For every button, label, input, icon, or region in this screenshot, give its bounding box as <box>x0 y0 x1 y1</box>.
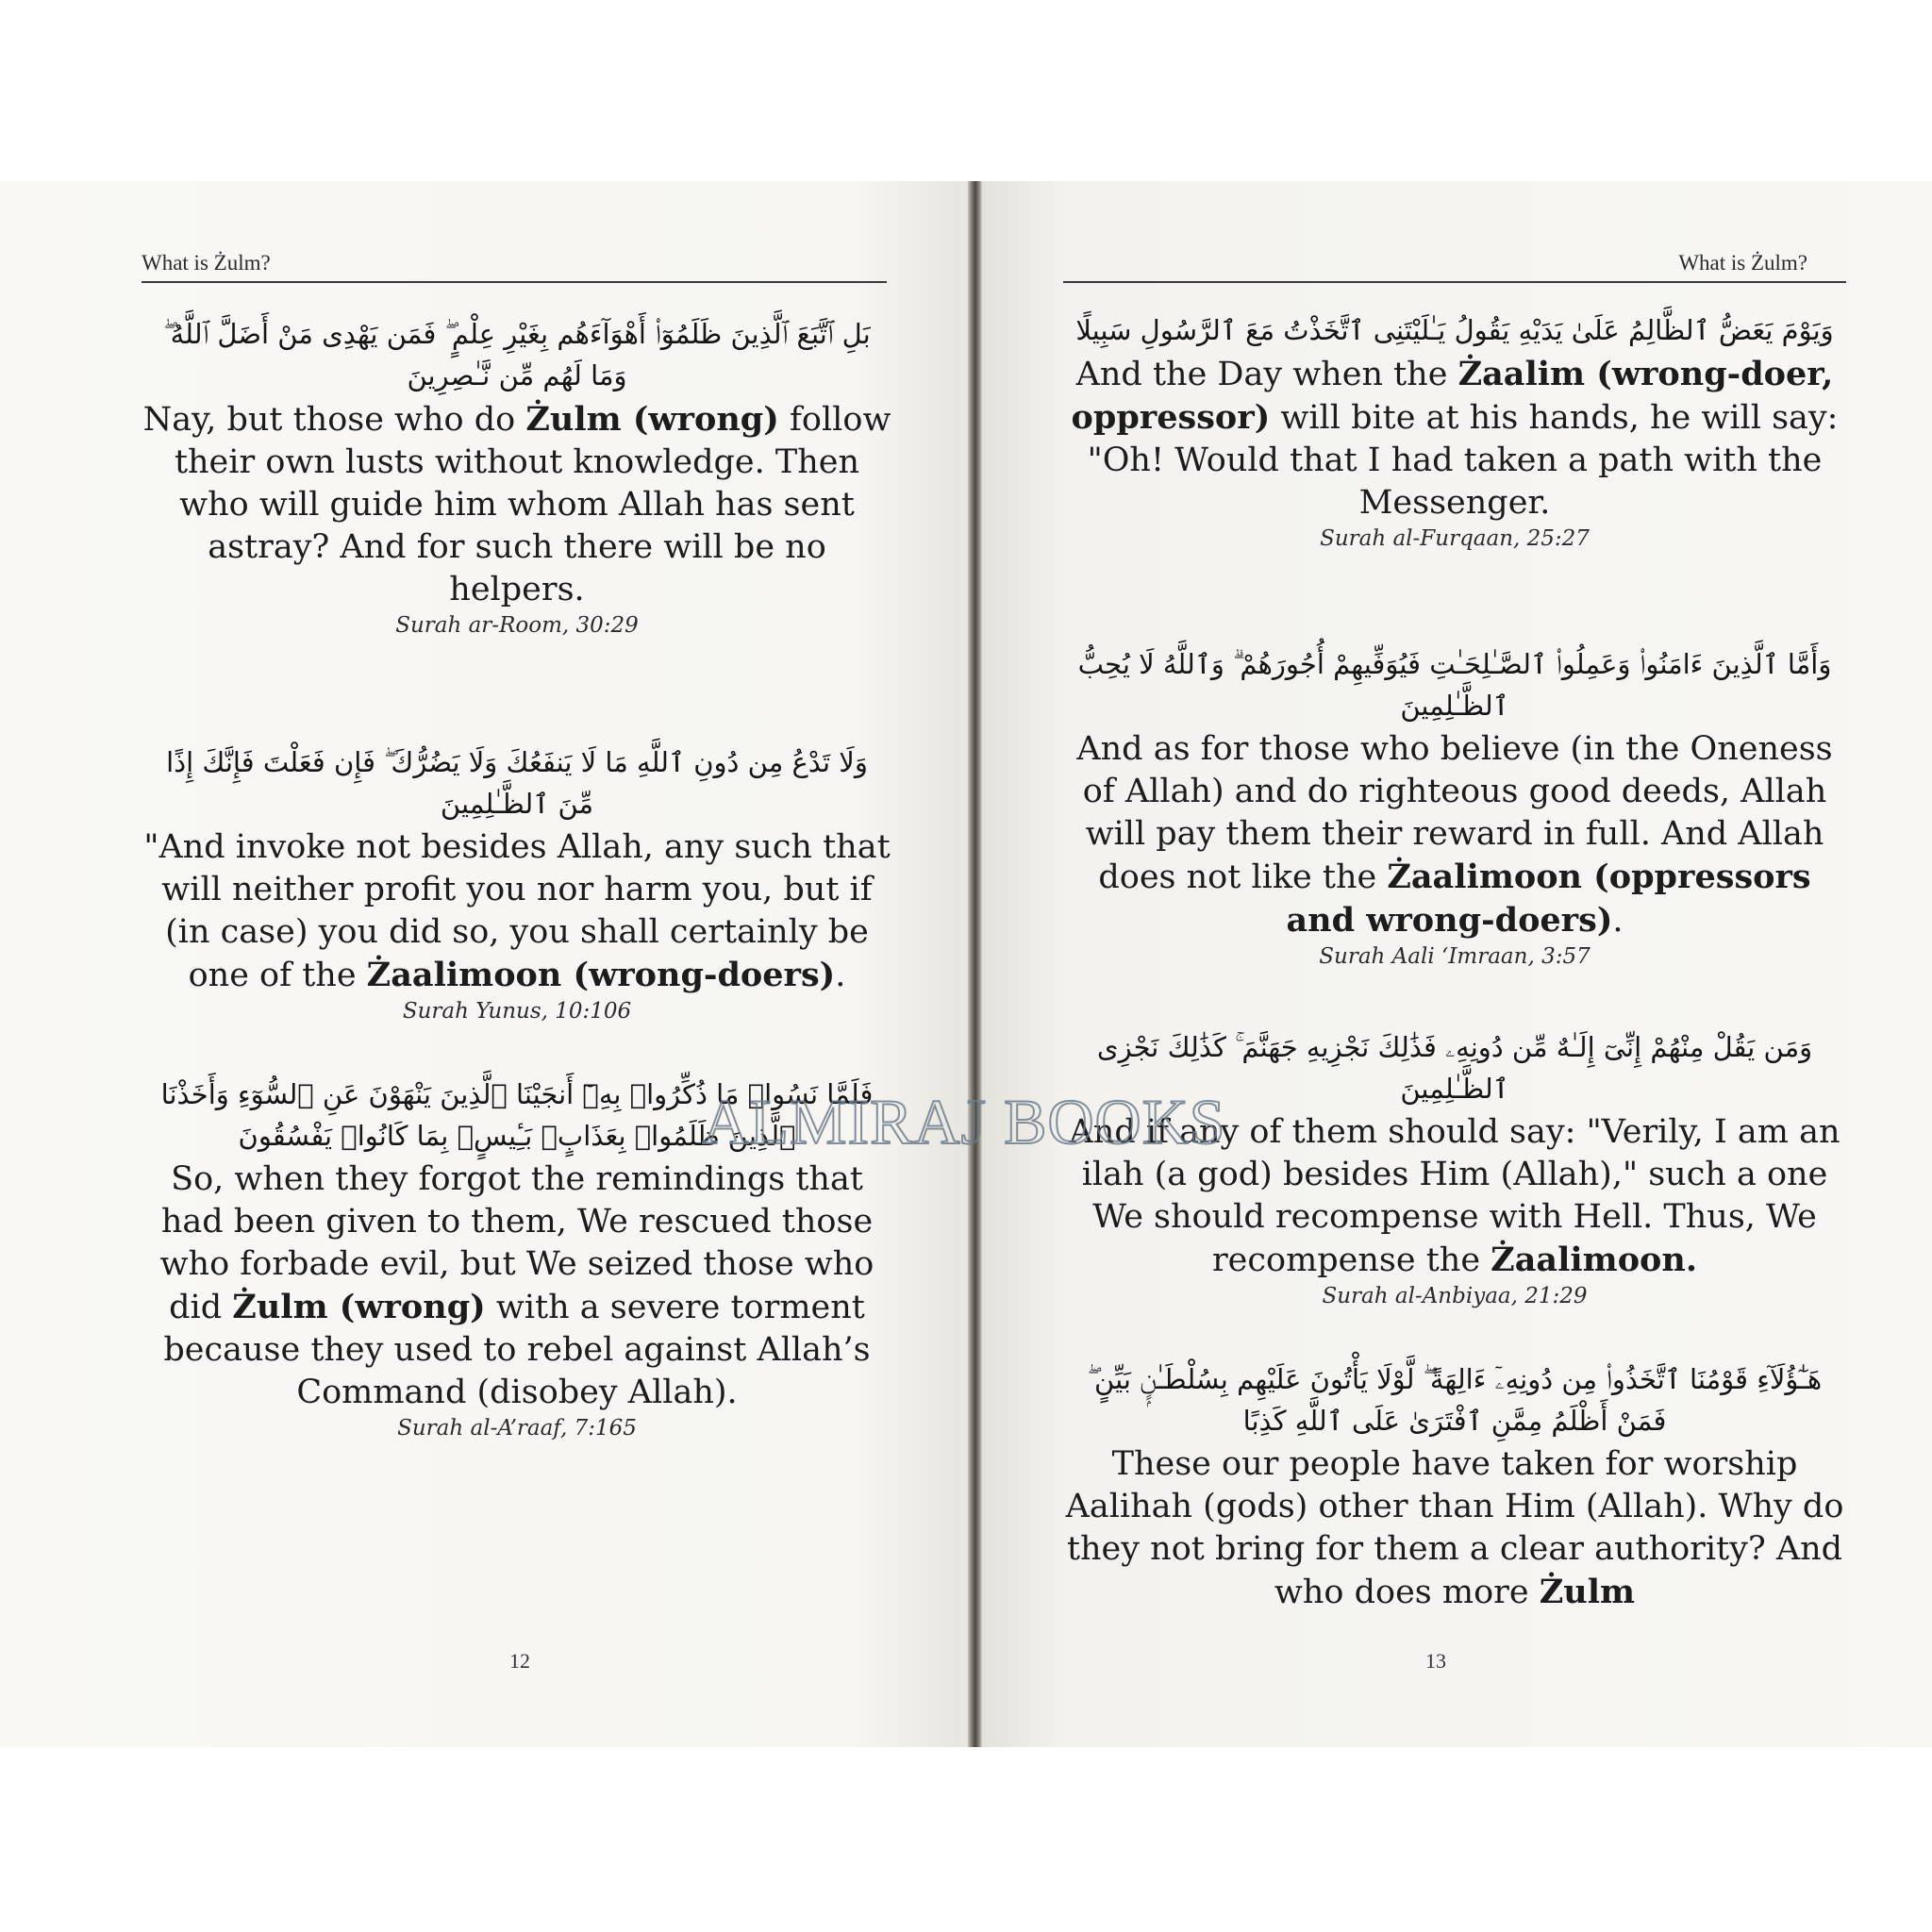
verse-reference: Surah al-A’raaf, 7:165 <box>397 1416 637 1441</box>
header-rule-left <box>142 281 887 283</box>
english-translation: Nay, but those who do Żulm (wrong) follow their own lusts without knowledge. Then who will guide him whom Allah has sent astray? And for such there will be no helpers. <box>142 400 891 608</box>
verse-block <box>140 741 894 1025</box>
bold-term: Żulm (wrong) <box>525 400 779 439</box>
bold-term: Żulm <box>1539 1573 1636 1611</box>
arabic-verse: هَـٰٓؤُلَآءِ قَوْمُنَا ٱتَّخَذُوا۟ مِن دُونِهِۦٓ ءَالِهَةً ۖ لَّوْلَا يَأْتُونَ عَلَيْهِم بِسُلْطَـٰنٍۭ بَيِّنٍ ۖ فَمَنْ أَظْلَمُ مِمَّنِ ٱفْتَرَىٰ عَلَى ٱللَّهِ كَذِبًا <box>1087 1363 1823 1437</box>
verse-block <box>1063 643 1846 971</box>
bold-term: Żulm (wrong) <box>232 1288 486 1326</box>
bold-term: Żaalimoon (wrong-doers) <box>366 956 836 994</box>
page-number-left: 12 <box>509 1649 530 1673</box>
verse-reference: Surah Yunus, 10:106 <box>402 999 632 1024</box>
verse-reference: Surah ar-Room, 30:29 <box>395 613 639 638</box>
running-header-left: What is Żulm? <box>142 251 271 275</box>
bold-term: Żaalimoon. <box>1491 1241 1698 1279</box>
watermark: ALMIRAJ BOOKS <box>702 1086 1226 1158</box>
arabic-verse: وَمَن يَقُلْ مِنْهُمْ إِنِّىٓ إِلَـٰهٌ مِّن دُونِهِۦ فَذَٰلِكَ نَجْزِيهِ جَهَنَّمَ ۚ كَذَٰلِكَ نَجْزِى ٱلظَّـٰلِمِينَ <box>1096 1031 1813 1105</box>
english-translation: "And invoke not besides Allah, any such that will neither profit you nor harm you, but if (in case) you did so, you shall certainly be one of the Żaalimoon (wrong-doers). <box>143 828 891 994</box>
arabic-verse: فَلَمَّا نَسُوا۟ مَا ذُكِّرُوا۟ بِهِۦٓ أَنجَيْنَا ٱلَّذِينَ يَنْهَوْنَ عَنِ ٱلسُّوٓءِ وَأَخَذْنَا ٱلَّذِينَ ظَلَمُوا۟ بِعَذَابٍۭ بَـِٔيسٍۭ بِمَا كَانُوا۟ يَفْسُقُونَ <box>160 1078 874 1152</box>
arabic-verse: وَأَمَّا ٱلَّذِينَ ءَامَنُوا۟ وَعَمِلُوا۟ ٱلصَّـٰلِحَـٰتِ فَيُوَفِّيهِمْ أُجُورَهُمْ ۗ وَٱللَّهُ لَا يُحِبُّ ٱلظَّـٰلِمِينَ <box>1077 648 1832 722</box>
verse-block <box>1063 1026 1846 1310</box>
bold-term: Żaalim (wrong-doer, oppressor) <box>1071 355 1834 437</box>
verse-block <box>1063 309 1846 553</box>
arabic-verse: وَلَا تَدْعُ مِن دُونِ ٱللَّهِ مَا لَا يَنفَعُكَ وَلَا يَضُرُّكَ ۖ فَإِن فَعَلْتَ فَإِنَّكَ إِذًا مِّنَ ٱلظَّـٰلِمِينَ <box>166 746 868 820</box>
running-header-right: What is Żulm? <box>1678 251 1807 275</box>
verse-reference: Surah Aali ‘Imraan, 3:57 <box>1319 944 1591 969</box>
english-translation: These our people have taken for worship Aalihah (gods) other than Him (Allah). Why do they not bring for them a clear authority? And who does more Żulm <box>1065 1445 1844 1611</box>
book-gutter <box>968 181 982 1747</box>
verse-block <box>140 313 894 640</box>
verse-reference: Surah al-Anbiyaa, 21:29 <box>1322 1284 1588 1308</box>
bold-term: Żaalimoon (oppressors and wrong-doers) <box>1286 858 1811 940</box>
left-page <box>0 181 974 1747</box>
book-spread <box>0 181 1932 1747</box>
right-page <box>982 181 1932 1747</box>
arabic-verse: بَلِ ٱتَّبَعَ ٱلَّذِينَ ظَلَمُوٓا۟ أَهْوَآءَهُم بِغَيْرِ عِلْمٍ ۖ فَمَن يَهْدِى مَنْ أَضَلَّ ٱللَّهُ ۖ وَمَا لَهُم مِّن نَّـٰصِرِينَ <box>163 318 871 391</box>
page-number-right: 13 <box>1425 1649 1446 1673</box>
verse-block <box>1063 1358 1846 1614</box>
english-translation: And if any of them should say: "Verily, I am an ilah (a god) besides Him (Allah)," such a one We should recompense with Hell. Thus, We recompense the Żaalimoon. <box>1069 1113 1840 1279</box>
english-translation: And the Day when the Żaalim (wrong-doer, oppressor) will bite at his hands, he will say: "Oh! Would that I had taken a path with the Messenger. <box>1071 355 1839 522</box>
verse-reference: Surah al-Furqaan, 25:27 <box>1320 526 1590 551</box>
english-translation: And as for those who believe (in the Oneness of Allah) and do righteous good deeds, Allah will pay them their reward in full. And Allah does not like the Żaalimoon (oppressors and wrong-doers). <box>1076 730 1833 940</box>
header-rule-right <box>1063 281 1846 283</box>
arabic-verse: وَيَوْمَ يَعَضُّ ٱلظَّالِمُ عَلَىٰ يَدَيْهِ يَقُولُ يَـٰلَيْتَنِى ٱتَّخَذْتُ مَعَ ٱلرَّسُولِ سَبِيلًا <box>1075 314 1834 346</box>
english-translation: So, when they forgot the remindings that had been given to them, We rescued those who forbade evil, but We seized those who did Żulm (wrong) with a severe torment because they used to rebel against Allah’s Command (disobey Allah). <box>159 1160 874 1411</box>
